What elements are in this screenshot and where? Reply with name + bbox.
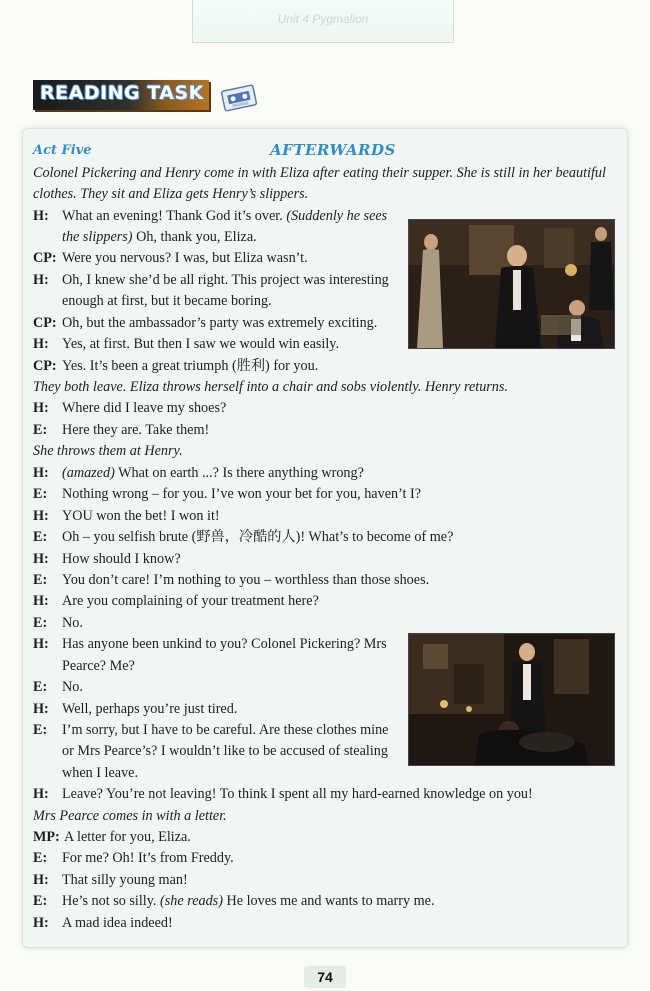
dialogue-line: Leave? You’re not leaving! To think I spent all my hard-earned knowledge on you! — [62, 786, 533, 802]
dialogue-line: or Mrs Pearce’s? I wouldn’t like to be accused of stealing — [62, 743, 388, 759]
speaker-label: CP: — [33, 315, 57, 331]
speaker-label: E: — [33, 572, 48, 588]
speaker-label: H: — [33, 636, 49, 652]
scene-title: AFTERWARDS — [270, 141, 396, 159]
dialogue-line: A letter for you, Eliza. — [64, 829, 191, 845]
dialogue-line: He’s not so silly. (she reads) He loves me and wants to marry me. — [62, 893, 435, 909]
cassette-tape-icon — [220, 84, 258, 113]
speaker-label: H: — [33, 593, 49, 609]
dialogue-line: Nothing wrong – for you. I’ve won your bet for you, haven’t I? — [62, 486, 422, 502]
dialogue-line: What an evening! Thank God it’s over. (Suddenly he sees — [62, 208, 388, 224]
dialogue-line: Here they are. Take them! — [62, 422, 210, 438]
speaker-label: H: — [33, 272, 49, 288]
banner-label: READING TASK — [40, 82, 204, 104]
stage-direction: Colonel Pickering and Henry come in with Eliza after eating their supper. She is still in her beautiful — [33, 165, 606, 181]
speaker-label: E: — [33, 529, 48, 545]
speaker-label: H: — [33, 786, 49, 802]
dialogue-line: That silly young man! — [62, 872, 188, 888]
speaker-label: H: — [33, 915, 49, 931]
dialogue-line: No. — [62, 615, 83, 631]
dialogue-line: How should I know? — [62, 551, 181, 567]
dialogue-line: For me? Oh! It’s from Freddy. — [62, 850, 234, 866]
scene-photo-drawing-room — [408, 219, 615, 349]
speaker-label: E: — [33, 486, 48, 502]
speaker-label: MP: — [33, 829, 60, 845]
speaker-label: H: — [33, 701, 49, 717]
dialogue-line: A mad idea indeed! — [62, 915, 173, 931]
unit-title: Unit 4 Pygmalion — [277, 12, 369, 26]
reading-task-banner — [33, 80, 209, 110]
speaker-label: CP: — [33, 358, 57, 374]
speaker-label: E: — [33, 893, 48, 909]
speaker-label: E: — [33, 850, 48, 866]
speaker-label: H: — [33, 872, 49, 888]
speaker-label: H: — [33, 400, 49, 416]
dialogue-line: Well, perhaps you’re just tired. — [62, 701, 238, 717]
dialogue-line: Yes, at first. But then I saw we would win easily. — [62, 336, 340, 352]
stage-direction: Mrs Pearce comes in with a letter. — [33, 808, 227, 824]
dialogue-line: (amazed) What on earth ...? Is there anything wrong? — [62, 465, 364, 481]
dialogue-line: I’m sorry, but I have to be careful. Are these clothes mine — [62, 722, 389, 738]
speaker-label: E: — [33, 722, 48, 738]
scene-photo-eliza-sobbing — [408, 633, 615, 766]
act-label: Act Five — [33, 143, 92, 158]
dialogue-line: Oh, but the ambassador’s party was extremely exciting. — [62, 315, 378, 331]
dialogue-line: when I leave. — [62, 765, 139, 781]
dialogue-line: No. — [62, 679, 83, 695]
stage-direction: She throws them at Henry. — [33, 443, 183, 459]
dialogue-line: the slippers) Oh, thank you, Eliza. — [62, 229, 257, 245]
dialogue-line: You don’t care! I’m nothing to you – worthless than those shoes. — [62, 572, 430, 588]
dialogue-line: Pearce? Me? — [62, 658, 135, 674]
speaker-label: H: — [33, 208, 49, 224]
speaker-label: E: — [33, 679, 48, 695]
dialogue-line: Are you complaining of your treatment here? — [62, 593, 319, 609]
dialogue-line: Has anyone been unkind to you? Colonel Pickering? Mrs — [62, 636, 387, 652]
speaker-label: H: — [33, 336, 49, 352]
stage-direction: They both leave. Eliza throws herself into a chair and sobs violently. Henry returns. — [33, 379, 508, 395]
speaker-label: E: — [33, 615, 48, 631]
running-header — [192, 0, 454, 43]
dialogue-line: enough at first, but it became boring. — [62, 293, 272, 309]
dialogue-line: Were you nervous? I was, but Eliza wasn’t. — [62, 250, 308, 266]
dialogue-line: Oh – you selfish brute (野兽，冷酷的人)! What’s to become of me? — [62, 529, 454, 545]
page-number: 74 — [304, 966, 346, 988]
stage-direction: clothes. They sit and Eliza gets Henry’s slippers. — [33, 186, 309, 202]
speaker-label: E: — [33, 422, 48, 438]
dialogue-line: Oh, I knew she’d be all right. This project was interesting — [62, 272, 389, 288]
dialogue-line: YOU won the bet! I won it! — [62, 508, 220, 524]
speaker-label: H: — [33, 465, 49, 481]
dialogue-line: Yes. It’s been a great triumph (胜利) for you. — [62, 358, 319, 374]
speaker-label: H: — [33, 551, 49, 567]
speaker-label: CP: — [33, 250, 57, 266]
dialogue-line: Where did I leave my shoes? — [62, 400, 227, 416]
speaker-label: H: — [33, 508, 49, 524]
